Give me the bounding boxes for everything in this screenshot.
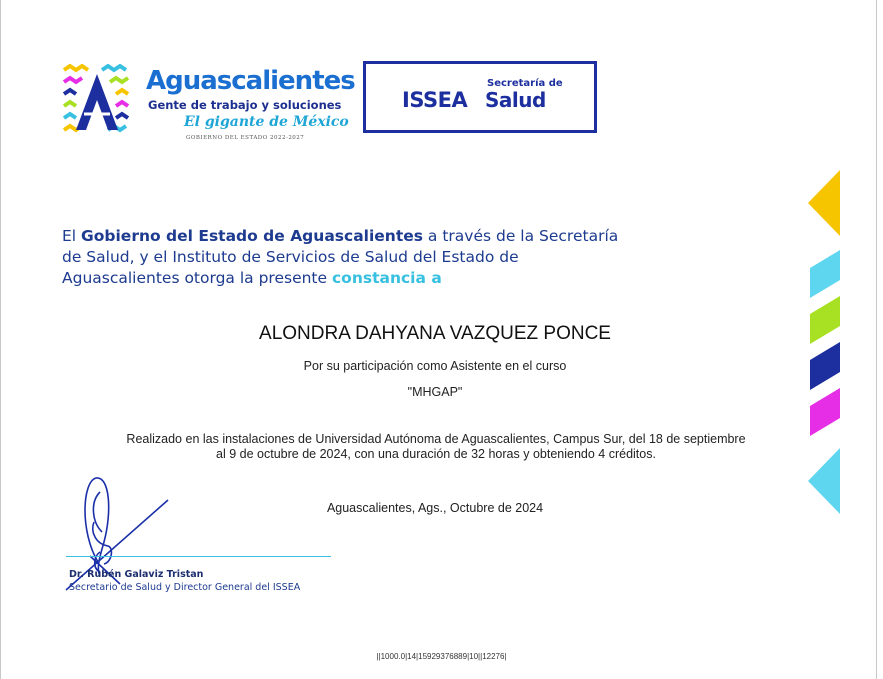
course-name: "MHGAP" xyxy=(407,385,463,399)
aguascalientes-government-period: GOBIERNO DEL ESTADO 2022-2027 xyxy=(186,135,305,141)
intro-government: Gobierno del Estado de Aguascalientes xyxy=(81,227,423,245)
issea-salud: Salud xyxy=(485,88,546,112)
verification-code: ||1000.0|14|15929376889|10||12276| xyxy=(376,652,507,661)
issea-logo xyxy=(363,61,597,133)
aguascalientes-subtitle: Gente de trabajo y soluciones xyxy=(148,98,342,112)
participation-text: Por su participación como Asistente en el curso xyxy=(303,359,567,373)
signer-name: Dr. Rubén Galaviz Tristan xyxy=(69,569,204,580)
issea-name: ISSEA xyxy=(402,88,468,112)
aguascalientes-title: Aguascalientes xyxy=(146,66,355,96)
aguascalientes-logo xyxy=(62,64,355,144)
signer-title: Secretario de Salud y Director General del ISSEA xyxy=(69,582,301,593)
intro-paragraph xyxy=(62,226,622,289)
issea-secretaria: Secretaría de xyxy=(487,78,563,89)
aguascalientes-slogan: El gigante de México xyxy=(184,114,349,130)
page-border-right xyxy=(876,0,877,679)
course-details: Realizado en las instalaciones de Universidad Autónoma de Aguascalientes, Campus Sur, del 18 de septiembre al 9 de octubre de 2024, con una duración de 32 horas y obteniendo 4 créditos. xyxy=(126,432,746,461)
aguascalientes-emblem-icon xyxy=(62,64,132,134)
recipient-name: ALONDRA DAHYANA VAZQUEZ PONCE xyxy=(259,323,611,344)
intro-part1: El xyxy=(62,227,82,245)
signature-line xyxy=(66,556,331,557)
intro-part2: a través de la Secretaría de Salud, y el Instituto de Servicios de Salud del Estado de Aguascalientes otorga la presente xyxy=(62,227,619,287)
intro-constancia: constancia a xyxy=(331,269,442,287)
decorative-chevrons-icon xyxy=(806,170,842,520)
place-date: Aguascalientes, Ags., Octubre de 2024 xyxy=(326,501,544,515)
